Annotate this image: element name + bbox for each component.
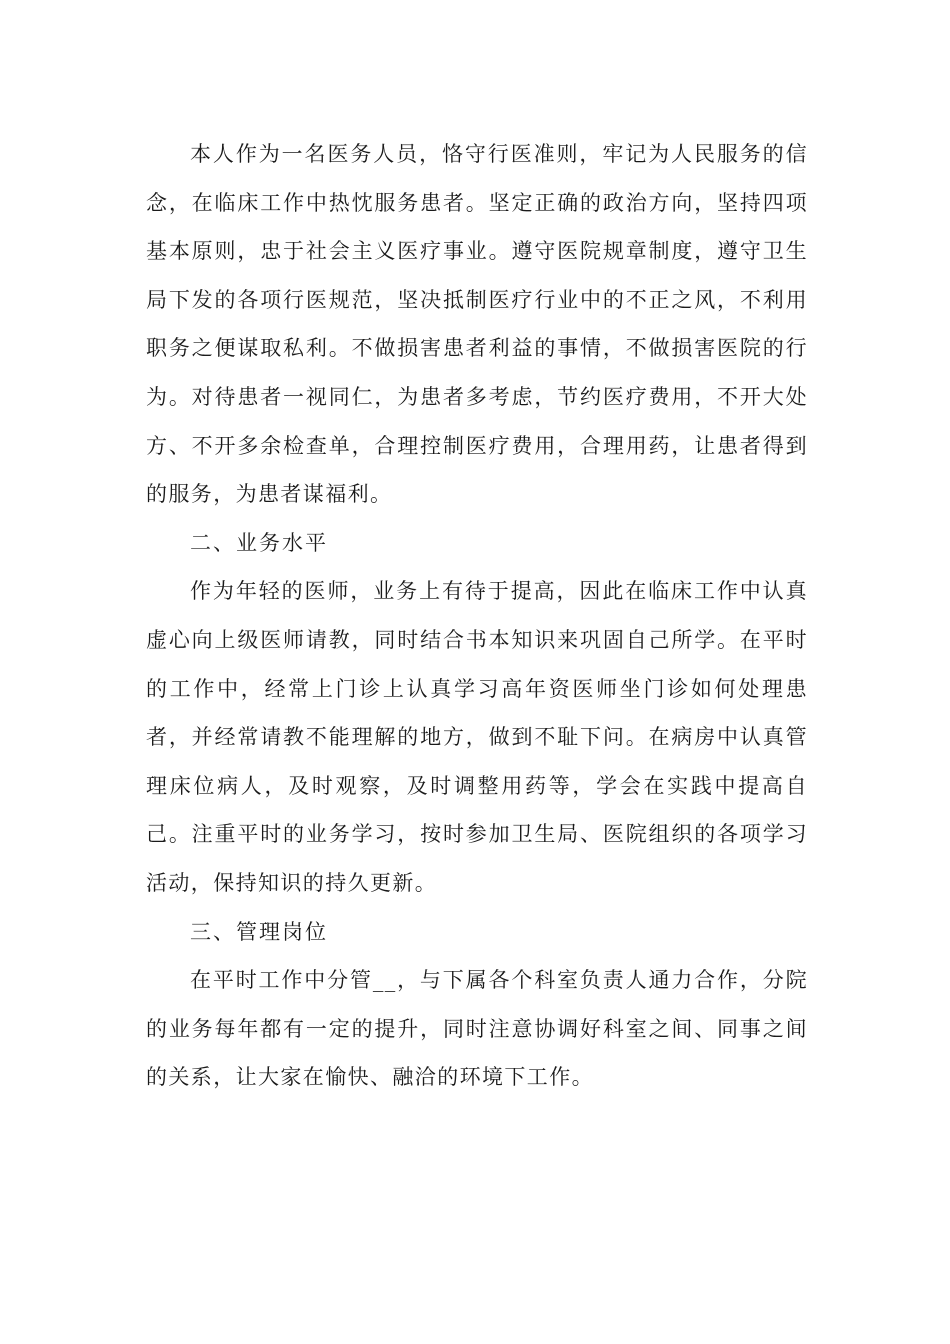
- document-page: [146, 130, 808, 1102]
- section-heading-management-position: 三、管理岗位: [190, 919, 328, 944]
- paragraph-business-level: 作为年轻的医师，业务上有待于提高，因此在临床工作中认真虚心向上级医师请教，同时结合书本知识来巩固自己所学。在平时的工作中，经常上门诊上认真学习高年资医师坐门诊如何处理患者，并经常请教不能理解的地方，做到不耻下问。在病房中认真管理床位病人，及时观察，及时调整用药等，学会在实践中提高自己。注重平时的业务学习，按时参加卫生局、医院组织的各项学习活动，保持知识的持久更新。: [146, 579, 808, 895]
- section-heading-business-level: 二、业务水平: [190, 530, 328, 555]
- paragraph-management-position: 在平时工作中分管__，与下属各个科室负责人通力合作，分院的业务每年都有一定的提升，同时注意协调好科室之间、同事之间的关系，让大家在愉快、融洽的环境下工作。: [146, 968, 808, 1090]
- paragraph-professional-conduct: 本人作为一名医务人员，恪守行医准则，牢记为人民服务的信念，在临床工作中热忱服务患者。坚定正确的政治方向，坚持四项基本原则，忠于社会主义医疗事业。遵守医院规章制度，遵守卫生局下发的各项行医规范，坚决抵制医疗行业中的不正之风，不利用职务之便谋取私利。不做损害患者利益的事情，不做损害医院的行为。对待患者一视同仁，为患者多考虑，节约医疗费用，不开大处方、不开多余检查单，合理控制医疗费用，合理用药，让患者得到的服务，为患者谋福利。: [146, 142, 808, 507]
